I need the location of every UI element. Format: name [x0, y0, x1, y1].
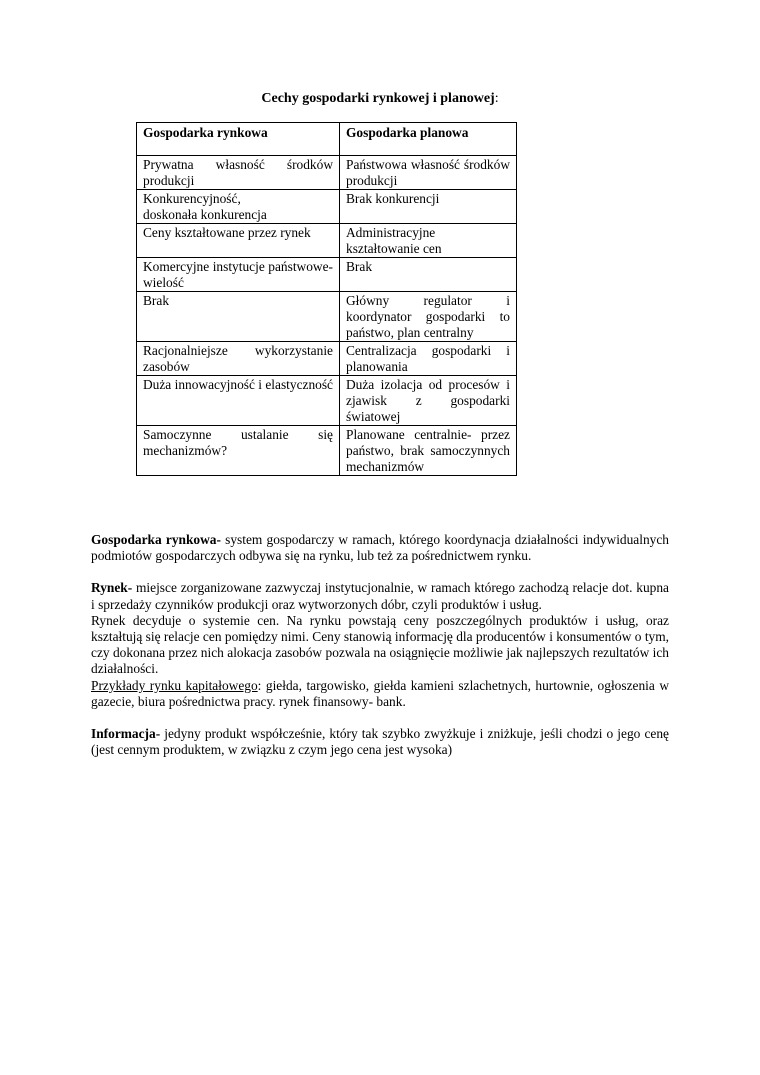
paragraph-gospodarka-rynkowa: [91, 532, 669, 564]
paragraph-informacja: [91, 726, 669, 758]
paragraph-rynek-ceny: Rynek decyduje o systemie cen. Na rynku powstają ceny poszczególnych produktów i usług, oraz kształtują się relacje cen pomiędzy nimi. Ceny stanowią informację dla producentów i konsumentów o tym, czy dokonana przez nich alokacja zasobów pozwala na osiągnięcie możliwie jak najlepszych rezultatów ich działalności.: [91, 612, 669, 677]
table-row: [137, 190, 517, 224]
examples-text: : giełda, targowisko, giełda kamieni szlachetnych, hurtownie, ogłoszenia w gazecie, biura pośrednictwa pracy. rynek finansowy- bank.: [91, 677, 669, 709]
definition-gospodarka-rynkowa: system gospodarczy w ramach, którego koordynacja działalności indywidualnych podmiotów gospodarczych odbywa się na rynku, lub też za pośrednictwem rynku.: [91, 532, 669, 564]
cell-planned: Brak: [340, 258, 517, 292]
table-row: [137, 342, 517, 376]
comparison-table: [136, 122, 517, 476]
term-informacja: Informacja-: [91, 726, 161, 742]
definition-rynek: miejsce zorganizowane zazwyczaj instytucjonalnie, w ramach którego zachodzą relacje dot. kupna i sprzedaży czynników produkcji oraz wytworzonych dóbr, czyli produktów i usług.: [91, 580, 669, 612]
cell-market: Racjonalniejsze wykorzystanie zasobów: [137, 342, 340, 376]
document-body: [91, 532, 669, 758]
table-row: [137, 292, 517, 342]
cell-market: Konkurencyjność, doskonała konkurencja: [137, 190, 340, 224]
cell-market: Ceny kształtowane przez rynek: [137, 224, 340, 258]
cell-planned: Główny regulator i koordynator gospodarki to państwo, plan centralny: [340, 292, 517, 342]
examples-label: Przykłady rynku kapitałowego: [91, 677, 258, 693]
cell-planned: Brak konkurencji: [340, 190, 517, 224]
cell-market: Komercyjne instytucje państwowe- wielość: [137, 258, 340, 292]
table-row: [137, 376, 517, 426]
paragraph-rynek: [91, 580, 669, 612]
table-row: [137, 426, 517, 476]
cell-planned: Planowane centralnie- przez państwo, brak samoczynnych mechanizmów: [340, 426, 517, 476]
cell-market: Brak: [137, 292, 340, 342]
table-header-row: [137, 123, 517, 156]
header-planned: Gospodarka planowa: [340, 123, 517, 156]
definition-informacja: jedyny produkt współcześnie, który tak szybko zwyżkuje i zniżkuje, jeśli chodzi o jego cenę (jest cennym produktem, w związku z czym jego cena jest wysoka): [91, 726, 669, 758]
page-title: [0, 90, 760, 108]
cell-market: Prywatna własność środków produkcji: [137, 156, 340, 190]
table-row: [137, 224, 517, 258]
cell-market: Duża innowacyjność i elastyczność: [137, 376, 340, 426]
cell-planned: Państwowa własność środków produkcji: [340, 156, 517, 190]
cell-planned: Duża izolacja od procesów i zjawisk z gospodarki światowej: [340, 376, 517, 426]
cell-planned: Administracyjne kształtowanie cen: [340, 224, 517, 258]
cell-planned: Centralizacja gospodarki i planowania: [340, 342, 517, 376]
term-rynek: Rynek-: [91, 580, 133, 596]
table-row: [137, 258, 517, 292]
header-market: Gospodarka rynkowa: [137, 123, 340, 156]
cell-market: Samoczynne ustalanie się mechanizmów?: [137, 426, 340, 476]
term-gospodarka-rynkowa: Gospodarka rynkowa-: [91, 532, 221, 547]
paragraph-przyklady: [91, 678, 669, 710]
title-text: Cechy gospodarki rynkowej i planowej: [261, 91, 495, 106]
table-row: [137, 156, 517, 190]
title-suffix: :: [494, 91, 499, 106]
table-body: [137, 156, 517, 476]
